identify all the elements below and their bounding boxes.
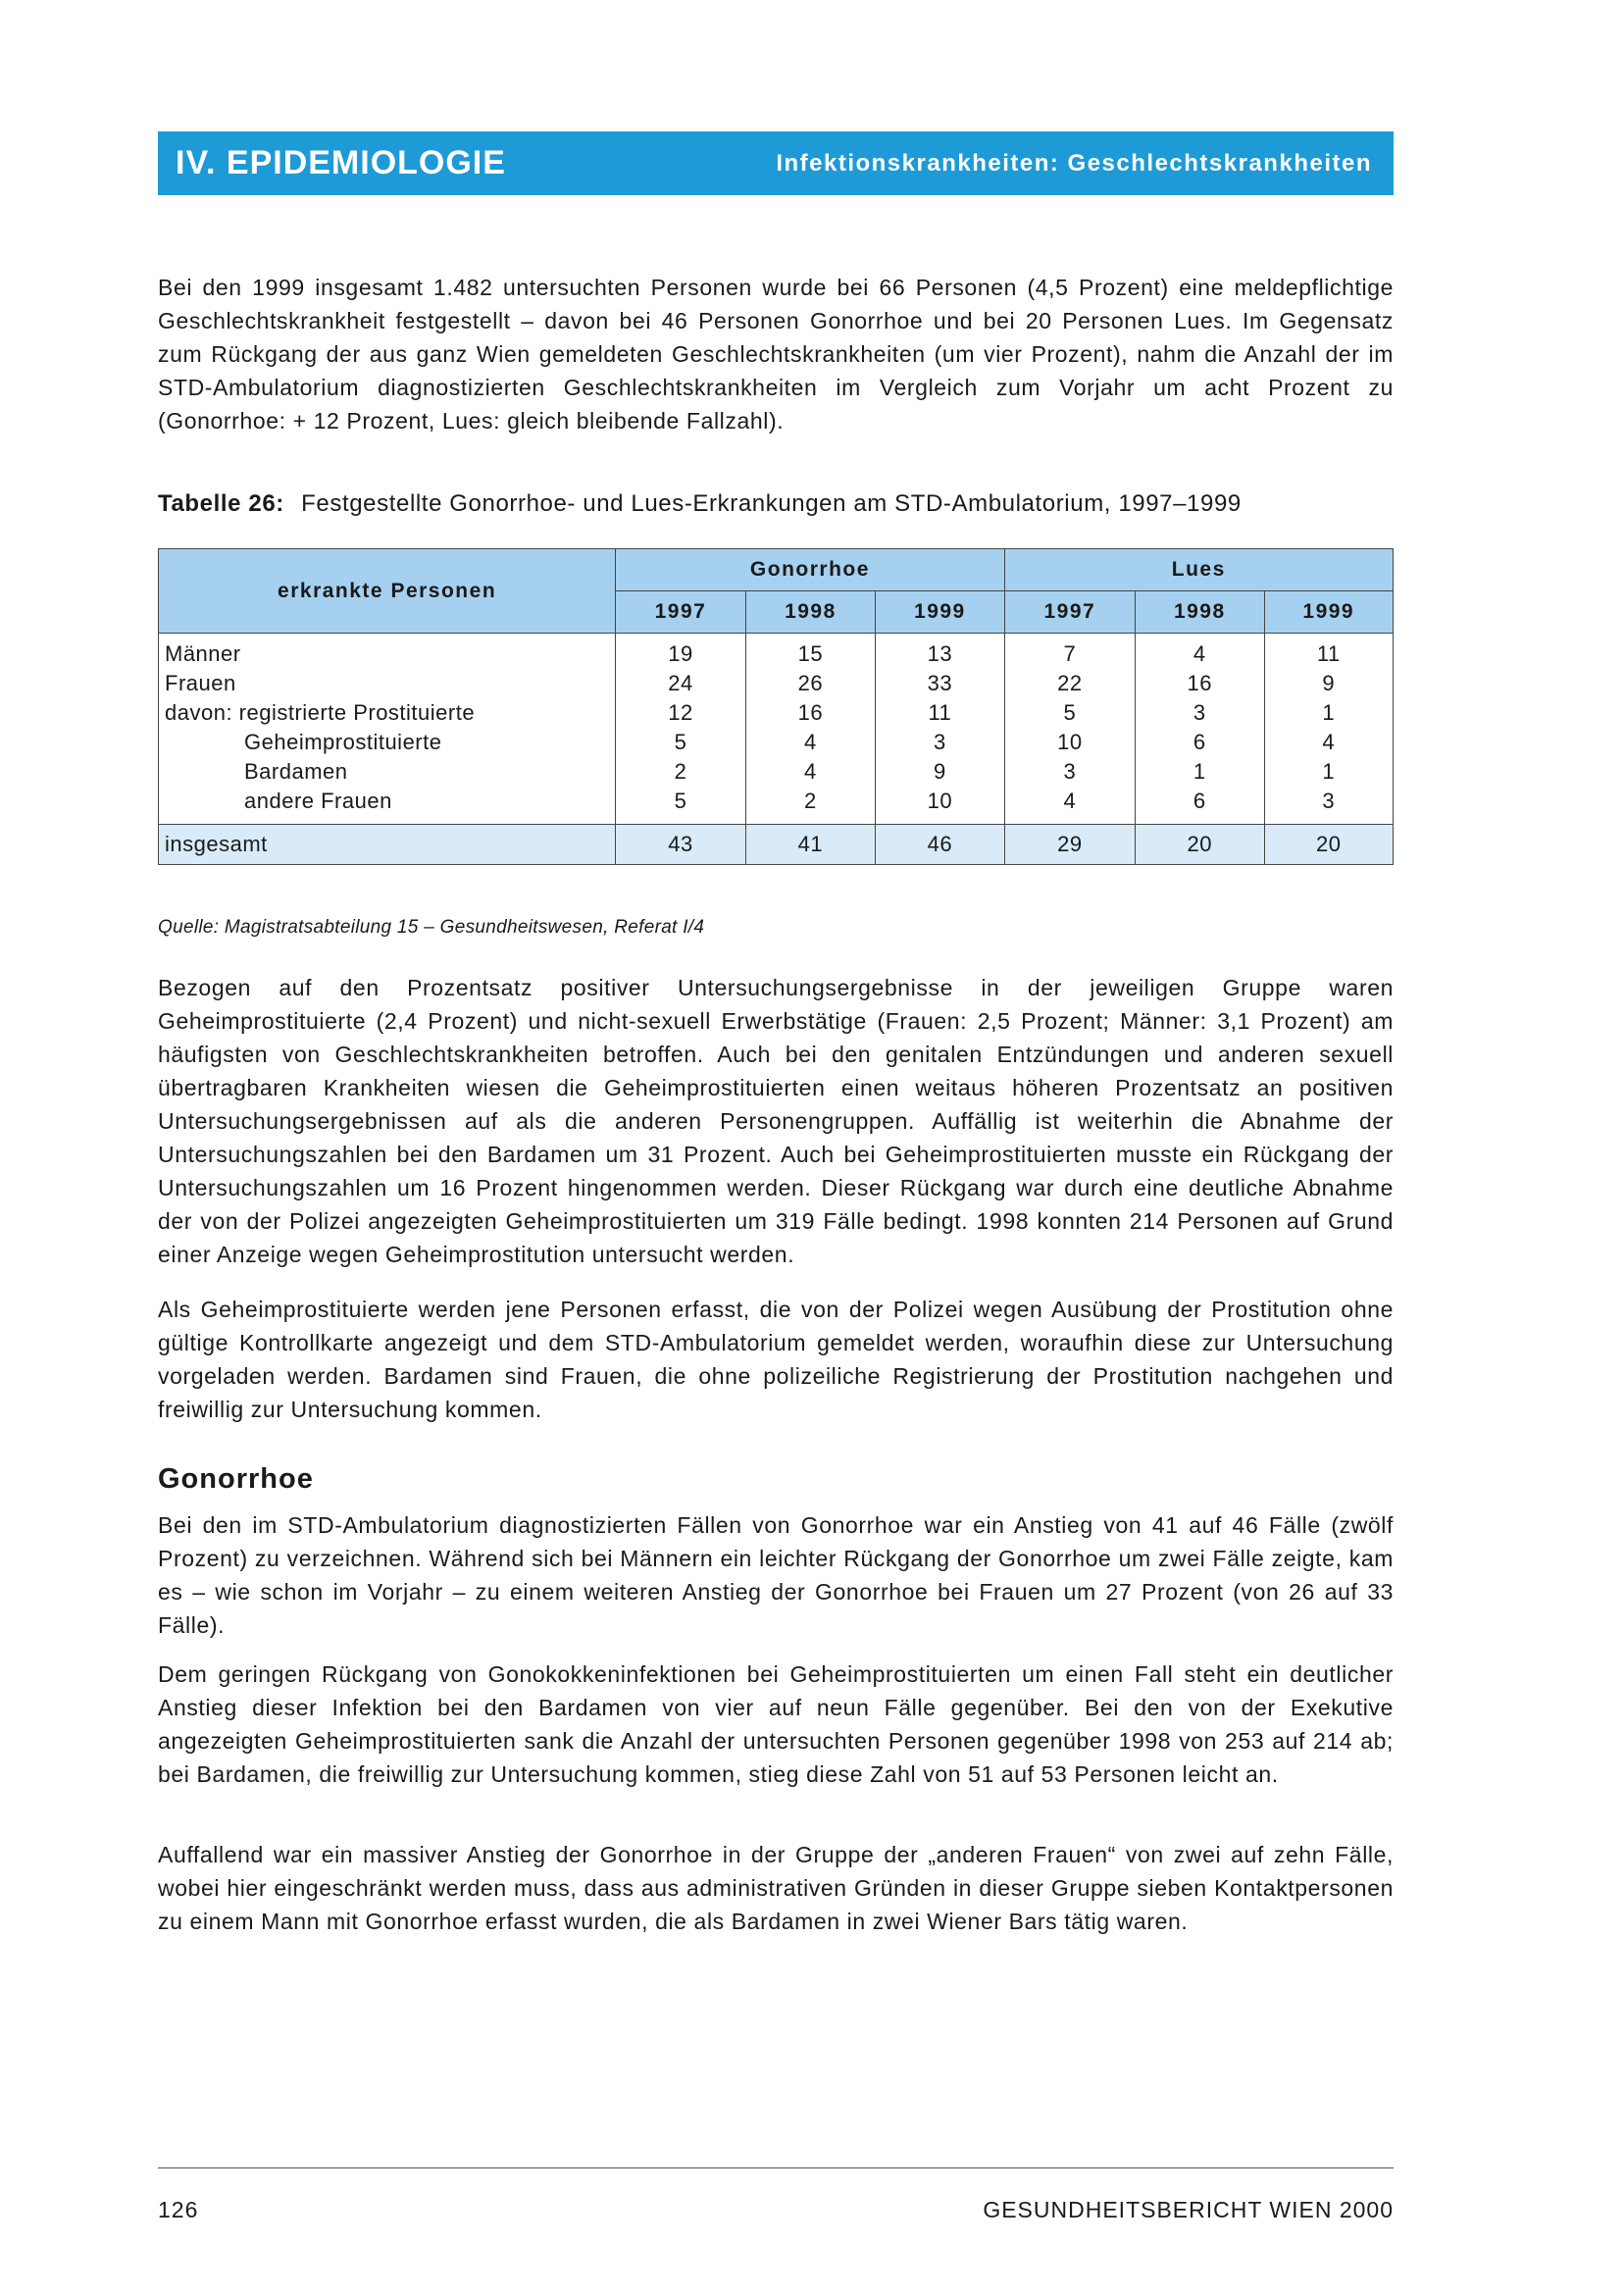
table-cell: 5 <box>616 728 745 757</box>
total-cell: 46 <box>876 825 1004 865</box>
body-paragraph: Als Geheimprostituierte werden jene Personen erfasst, die von der Polizei wegen Ausübung der Prostitution ohne gültige Kontrollkarte angezeigt und dem STD-Ambulatorium gemeldet werden, woraufhin diese zur Untersuchung vorgeladen werden. Bardamen sind Frauen, die ohne polizeiliche Registrierung der Prostitution nachgehen und freiwillig zur Untersuchung kommen. <box>158 1297 1394 1422</box>
table-cell: 1 <box>1264 698 1393 728</box>
row-label: davon: registrierte Prostituierte <box>159 698 616 728</box>
table-cell: 4 <box>1264 728 1393 757</box>
total-cell: 29 <box>1004 825 1135 865</box>
table-cell: 13 <box>876 634 1004 670</box>
table-label: Tabelle 26: <box>158 490 284 517</box>
table-row <box>159 787 1394 825</box>
table-cell: 4 <box>745 728 875 757</box>
row-header: erkrankte Personen <box>159 549 616 634</box>
table-cell: 1 <box>1264 757 1393 787</box>
page-number: 126 <box>158 2197 199 2222</box>
total-cell: 43 <box>616 825 745 865</box>
table-row <box>159 757 1394 787</box>
table-cell: 4 <box>745 757 875 787</box>
table-cell: 5 <box>616 787 745 825</box>
table-cell: 22 <box>1004 669 1135 698</box>
year-header: 1997 <box>616 591 745 634</box>
table-cell: 11 <box>1264 634 1393 670</box>
total-cell: 20 <box>1264 825 1393 865</box>
table-cell: 26 <box>745 669 875 698</box>
table-cell: 3 <box>876 728 1004 757</box>
table-row <box>159 728 1394 757</box>
table-cell: 2 <box>616 757 745 787</box>
group-header-gonorrhoe: Gonorrhoe <box>616 549 1004 591</box>
body-paragraph: Auffallend war ein massiver Anstieg der Gonorrhoe in der Gruppe der „anderen Frauen“ von zwei auf zehn Fälle, wobei hier eingeschränkt werden muss, dass aus administrativen Gründen in dieser Gruppe sieben Kontaktpersonen zu einem Mann mit Gonorrhoe erfasst wurden, die als Bardamen in zwei Wiener Bars tätig waren. <box>158 1842 1394 1934</box>
table-cell: 7 <box>1004 634 1135 670</box>
row-label: Geheimprostituierte <box>159 728 616 757</box>
body-paragraph: Bei den im STD-Ambulatorium diagnostizierten Fällen von Gonorrhoe war ein Anstieg von 41 auf 46 Fälle (zwölf Prozent) zu verzeichnen. Während sich bei Männern ein leichter Rückgang der Gonorrhoe um zwei Fälle zeigte, kam es – wie schon im Vorjahr – zu einem weiteren Anstieg der Gonorrhoe bei Frauen um 27 Prozent (von 26 auf 33 Fälle). <box>158 1512 1394 1638</box>
body-paragraph: Dem geringen Rückgang von Gonokokkeninfektionen bei Geheimprostituierten um einen Fall steht ein deutlicher Anstieg dieser Infektion bei den Bardamen von vier auf neun Fälle gegenüber. Bei den von der Exekutive angezeigten Geheimprostituierten sank die Anzahl der untersuchten Personen gegenüber 1998 von 253 auf 214 ab; bei Bardamen, die freiwillig zur Untersuchung kommen, stieg diese Zahl von 51 auf 53 Personen leicht an. <box>158 1661 1394 1787</box>
table-cell: 12 <box>616 698 745 728</box>
footer-divider <box>158 2167 1394 2168</box>
row-label: Frauen <box>159 669 616 698</box>
table-cell: 10 <box>876 787 1004 825</box>
row-label: Bardamen <box>159 757 616 787</box>
table-cell: 16 <box>745 698 875 728</box>
table-cell: 3 <box>1136 698 1264 728</box>
table-title: Festgestellte Gonorrhoe- und Lues-Erkrankungen am STD-Ambulatorium, 1997–1999 <box>301 490 1242 517</box>
table-cell: 10 <box>1004 728 1135 757</box>
footer-publication-title: GESUNDHEITSBERICHT WIEN 2000 <box>983 2197 1394 2222</box>
table-cell: 15 <box>745 634 875 670</box>
table-cell: 9 <box>1264 669 1393 698</box>
table-cell: 3 <box>1264 787 1393 825</box>
table-cell: 24 <box>616 669 745 698</box>
year-header: 1998 <box>1136 591 1264 634</box>
intro-paragraph: Bei den 1999 insgesamt 1.482 untersuchten Personen wurde bei 66 Personen (4,5 Prozent) eine meldepflichtige Geschlechtskrankheit festgestellt – davon bei 46 Personen Gonorrhoe und bei 20 Personen Lues. Im Gegensatz zum Rückgang der aus ganz Wien gemeldeten Geschlechtskrankheiten (um vier Prozent), nahm die Anzahl der im STD-Ambulatorium diagnostizierten Geschlechtskrankheiten im Vergleich zum Vorjahr um acht Prozent zu (Gonorrhoe: + 12 Prozent, Lues: gleich bleibende Fallzahl). <box>158 275 1394 433</box>
table-row <box>159 634 1394 670</box>
table-cell: 2 <box>745 787 875 825</box>
year-header: 1999 <box>1264 591 1393 634</box>
table-cell: 11 <box>876 698 1004 728</box>
table-cell: 4 <box>1136 634 1264 670</box>
table-row <box>159 698 1394 728</box>
table-cell: 6 <box>1136 728 1264 757</box>
group-header-lues: Lues <box>1004 549 1393 591</box>
year-header: 1999 <box>876 591 1004 634</box>
table-caption <box>158 490 1242 518</box>
table-cell: 33 <box>876 669 1004 698</box>
table-cell: 9 <box>876 757 1004 787</box>
year-header: 1997 <box>1004 591 1135 634</box>
chapter-topic: Infektionskrankheiten: Geschlechtskrankheiten <box>776 149 1372 177</box>
table-cell: 6 <box>1136 787 1264 825</box>
body-paragraph: Bezogen auf den Prozentsatz positiver Untersuchungsergebnisse in der jeweiligen Gruppe waren Geheimprostituierte (2,4 Prozent) und nicht-sexuell Erwerbstätige (Frauen: 2,5 Prozent; Männer: 3,1 Prozent) am häufigsten von Geschlechtskrankheiten betroffen. Auch bei den genitalen Entzündungen und anderen sexuell übertragbaren Krankheiten wiesen die Geheimprostituierten einen weitaus höheren Prozentsatz an positiven Untersuchungsergebnissen auf als die anderen Personengruppen. Auffällig ist weiterhin die Abnahme der Untersuchungszahlen bei den Bardamen um 31 Prozent. Auch bei Geheimprostituierten musste ein Rückgang der Untersuchungszahlen um 16 Prozent hingenommen werden. Dieser Rückgang war durch eine deutliche Abnahme der von der Polizei angezeigten Geheimprostituierten um 319 Fälle bedingt. 1998 konnten 214 Personen auf Grund einer Anzeige wegen Geheimprostitution untersucht werden. <box>158 975 1394 1267</box>
total-cell: 41 <box>745 825 875 865</box>
table-cell: 16 <box>1136 669 1264 698</box>
total-row <box>159 825 1394 865</box>
table-row <box>159 669 1394 698</box>
table-cell: 4 <box>1004 787 1135 825</box>
total-cell: 20 <box>1136 825 1264 865</box>
gonorrhoe-lues-table <box>158 548 1394 865</box>
table-cell: 19 <box>616 634 745 670</box>
table-cell: 3 <box>1004 757 1135 787</box>
year-header: 1998 <box>745 591 875 634</box>
row-label: andere Frauen <box>159 787 616 825</box>
chapter-header-bar <box>158 131 1394 195</box>
table-cell: 5 <box>1004 698 1135 728</box>
row-label: Männer <box>159 634 616 670</box>
total-label: insgesamt <box>159 825 616 865</box>
section-heading: Gonorrhoe <box>158 1463 314 1495</box>
table-cell: 1 <box>1136 757 1264 787</box>
table-source: Quelle: Magistratsabteilung 15 – Gesundheitswesen, Referat I/4 <box>158 917 705 938</box>
chapter-title: IV. EPIDEMIOLOGIE <box>176 144 506 181</box>
